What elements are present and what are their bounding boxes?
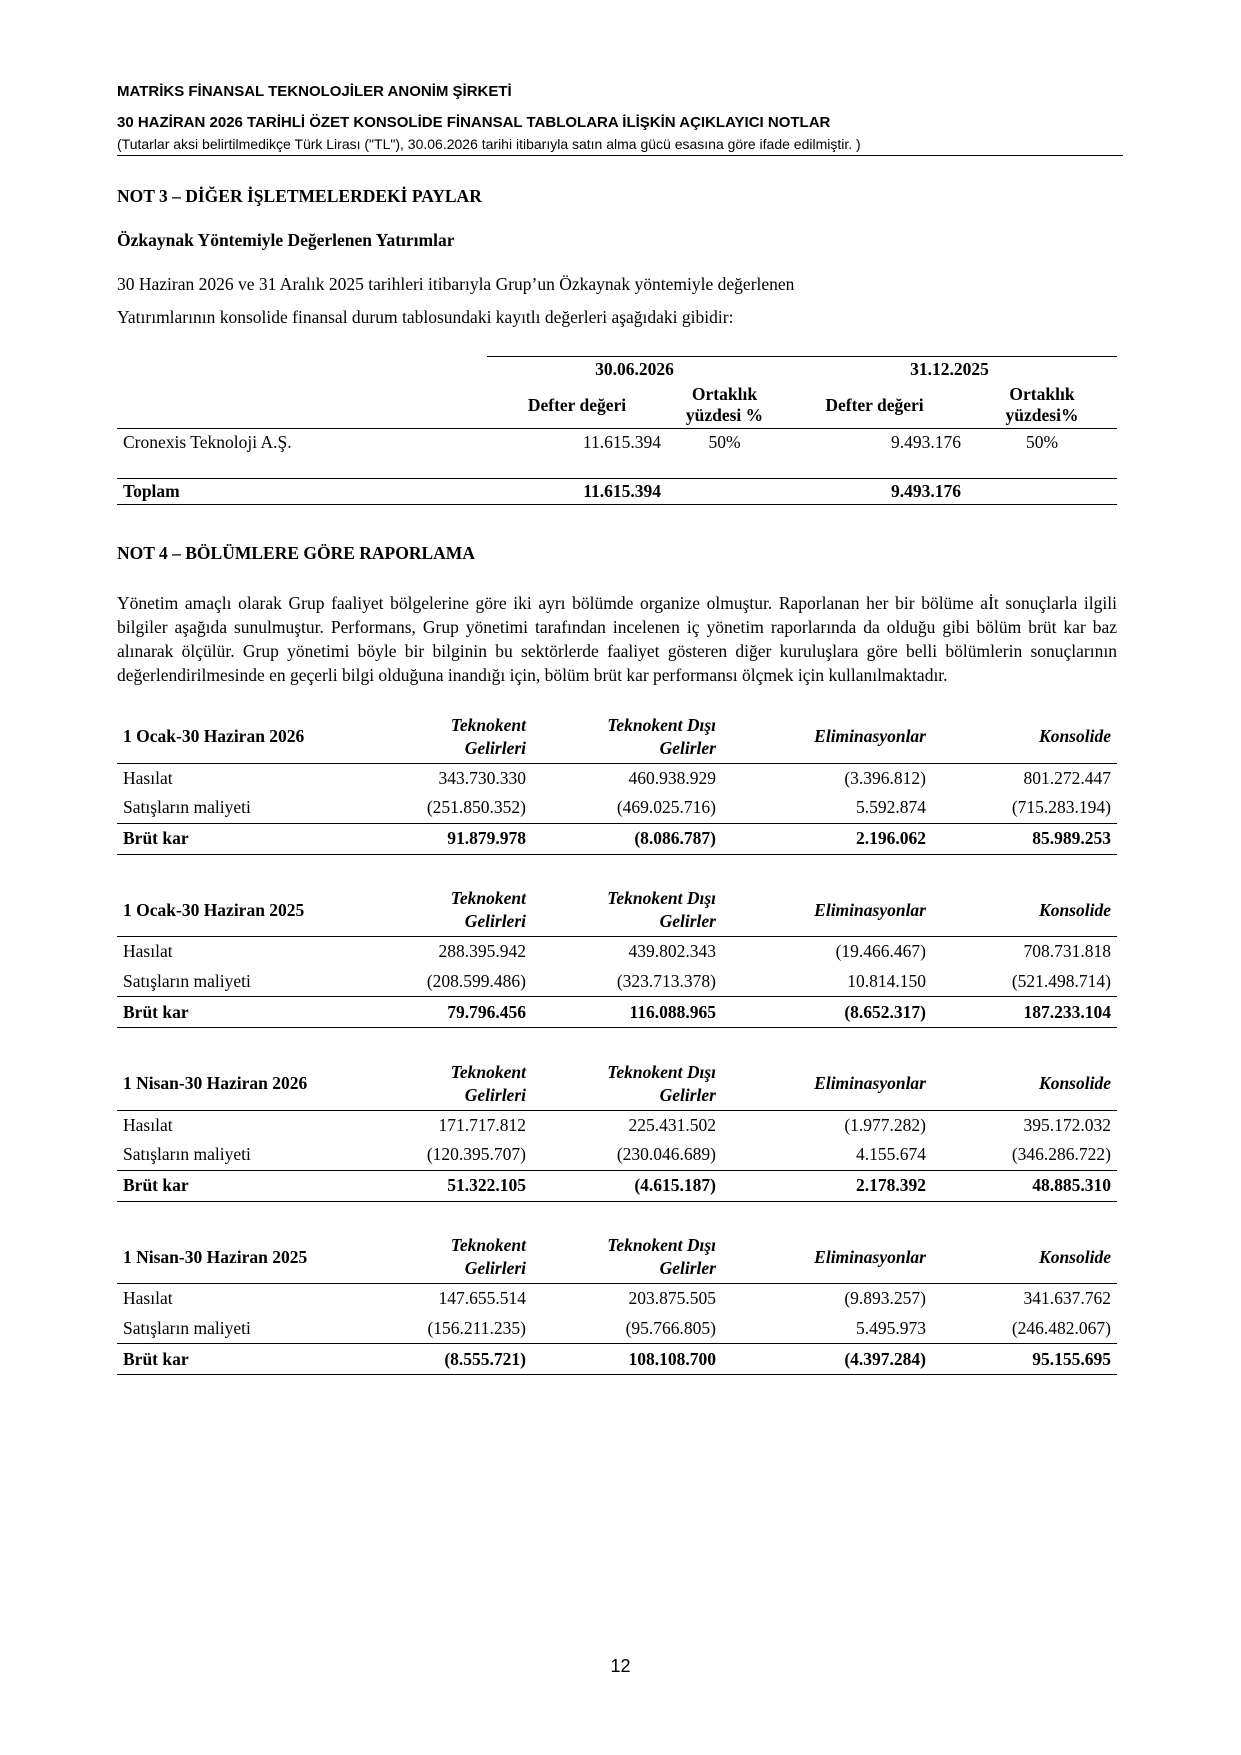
table-row [117, 429, 1117, 457]
table-row: Satışların maliyeti (120.395.707) (230.046.689) 4.155.674 (346.286.722) [123, 1144, 1111, 1165]
document-title: 30 HAZİRAN 2026 TARİHLİ ÖZET KONSOLİDE FİNANSAL TABLOLARA İLİŞKİN AÇIKLAYICI NOTLAR [117, 114, 831, 131]
segment-period: 1 Ocak-30 Haziran 2025 [117, 885, 362, 937]
segment-period: 1 Ocak-30 Haziran 2026 [117, 711, 362, 763]
col-eliminasyonlar: Eliminasyonlar [722, 885, 932, 937]
total-book-2025: 9.493.176 [782, 479, 967, 505]
col-eliminasyonlar: Eliminasyonlar [722, 1058, 932, 1110]
total-book-2026: 11.615.394 [487, 479, 667, 505]
col-teknokent: Teknokent Gelirleri [362, 885, 532, 937]
col-konsolide: Konsolide [932, 885, 1117, 937]
total-label: Toplam [117, 479, 487, 505]
col-teknokent-disi: Teknokent Dışı Gelirler [532, 1232, 722, 1284]
note3-para-line1: 30 Haziran 2026 ve 31 Aralık 2025 tarihleri itibarıyla Grup’un Özkaynak yöntemiyle değerlenen [117, 274, 795, 294]
col-share-2026: Ortaklık yüzdesi % [667, 383, 782, 429]
segment-period: 1 Nisan-30 Haziran 2025 [117, 1232, 362, 1284]
gross-profit-row: Brüt kar 91.879.978 (8.086.787) 2.196.062 85.989.253 [117, 823, 1117, 854]
col-konsolide: Konsolide [932, 1232, 1117, 1284]
gross-profit-row: Brüt kar 79.796.456 116.088.965 (8.652.317) 187.233.104 [117, 997, 1117, 1028]
col-konsolide: Konsolide [932, 1058, 1117, 1110]
book-value-2025: 9.493.176 [891, 432, 961, 453]
col-eliminasyonlar: Eliminasyonlar [722, 711, 932, 763]
note3-subheading: Özkaynak Yöntemiyle Değerlenen Yatırımlar [117, 230, 455, 250]
gross-profit-row: Brüt kar (8.555.721) 108.108.700 (4.397.284) 95.155.695 [117, 1344, 1117, 1375]
document-page [117, 82, 1123, 1375]
total-row [117, 479, 1117, 505]
segment-table-2 [117, 885, 1117, 1029]
gross-profit-row: Brüt kar 51.322.105 (4.615.187) 2.178.392 48.885.310 [117, 1170, 1117, 1201]
col-teknokent: Teknokent Gelirleri [362, 1232, 532, 1284]
segment-tables [117, 711, 1123, 1375]
note4-paragraph: Yönetim amaçlı olarak Grup faaliyet bölgelerine göre iki ayrı bölümde organize olmuştur. Raporlanan her bir bölüme aİt sonuçlarla ilgili bilgiler aşağıda sunulmuştur. Performans, Grup yönetimi tarafından incelenen iç yönetim raporlarında da olduğu gibi bölüm brüt kar baz alınarak ölçülür. Grup yönetimi böyle bir bilginin bu sektörlerde faaliyet gösteren diğer kuruluşlara göre belli bölümlerin sonuçlarının değerlendirilmesinde en geçerli bilgi olduğuna inandığı için, bölüm brüt kar performansı ölçmek için kullanılmaktadır. [117, 593, 1117, 685]
note4-heading: NOT 4 – BÖLÜMLERE GÖRE RAPORLAMA [117, 543, 475, 563]
col-teknokent-disi: Teknokent Dışı Gelirler [532, 885, 722, 937]
segment-table-1 [117, 711, 1117, 855]
equity-method-table [117, 356, 1117, 505]
col-book-value-2025: Defter değeri [782, 383, 967, 429]
company-name: MATRİKS FİNANSAL TEKNOLOJİLER ANONİM ŞİRKETİ [117, 83, 512, 100]
document-subtitle: (Tutarlar aksi belirtilmedikçe Türk Lirası ("TL"), 30.06.2026 tarihi itibarıyla satın alma gücü esasına göre ifade edilmiştir. ) [117, 136, 861, 152]
col-teknokent: Teknokent Gelirleri [362, 1058, 532, 1110]
col-eliminasyonlar: Eliminasyonlar [722, 1232, 932, 1284]
note3-para-line2: Yatırımlarının konsolide finansal durum tablosundaki kayıtlı değerleri aşağıdaki gibidir: [117, 307, 734, 327]
running-header [117, 82, 1123, 156]
share-2025: 50% [1025, 432, 1059, 453]
segment-table-3 [117, 1058, 1117, 1202]
table-row: Satışların maliyeti (251.850.352) (469.025.716) 5.592.874 (715.283.194) [123, 797, 1111, 818]
table-row: Satışların maliyeti (208.599.486) (323.713.378) 10.814.150 (521.498.714) [123, 970, 1111, 991]
share-2026: 50% [708, 432, 741, 453]
period-header-2025: 31.12.2025 [782, 357, 1117, 383]
col-teknokent-disi: Teknokent Dışı Gelirler [532, 1058, 722, 1110]
col-share-2025: Ortaklık yüzdesi% [967, 383, 1117, 429]
table-row: Hasılat 343.730.330 460.938.929 (3.396.812) 801.272.447 [123, 767, 1111, 788]
table-row: Hasılat 288.395.942 439.802.343 (19.466.467) 708.731.818 [123, 941, 1111, 962]
page-number: 12 [610, 1656, 631, 1676]
investee-name: Cronexis Teknoloji A.Ş. [123, 432, 292, 453]
segment-period: 1 Nisan-30 Haziran 2026 [117, 1058, 362, 1110]
note3-heading: NOT 3 – DİĞER İŞLETMELERDEKİ PAYLAR [117, 186, 482, 206]
period-header-2026: 30.06.2026 [487, 357, 782, 383]
book-value-2026: 11.615.394 [582, 432, 661, 453]
segment-table-4 [117, 1232, 1117, 1376]
table-row: Hasılat 171.717.812 225.431.502 (1.977.282) 395.172.032 [123, 1114, 1111, 1135]
col-konsolide: Konsolide [932, 711, 1117, 763]
header-rule [117, 155, 1123, 156]
col-book-value-2026: Defter değeri [487, 383, 667, 429]
col-teknokent: Teknokent Gelirleri [362, 711, 532, 763]
col-teknokent-disi: Teknokent Dışı Gelirler [532, 711, 722, 763]
table-row: Hasılat 147.655.514 203.875.505 (9.893.257) 341.637.762 [123, 1288, 1111, 1309]
table-row: Satışların maliyeti (156.211.235) (95.766.805) 5.495.973 (246.482.067) [123, 1317, 1111, 1338]
